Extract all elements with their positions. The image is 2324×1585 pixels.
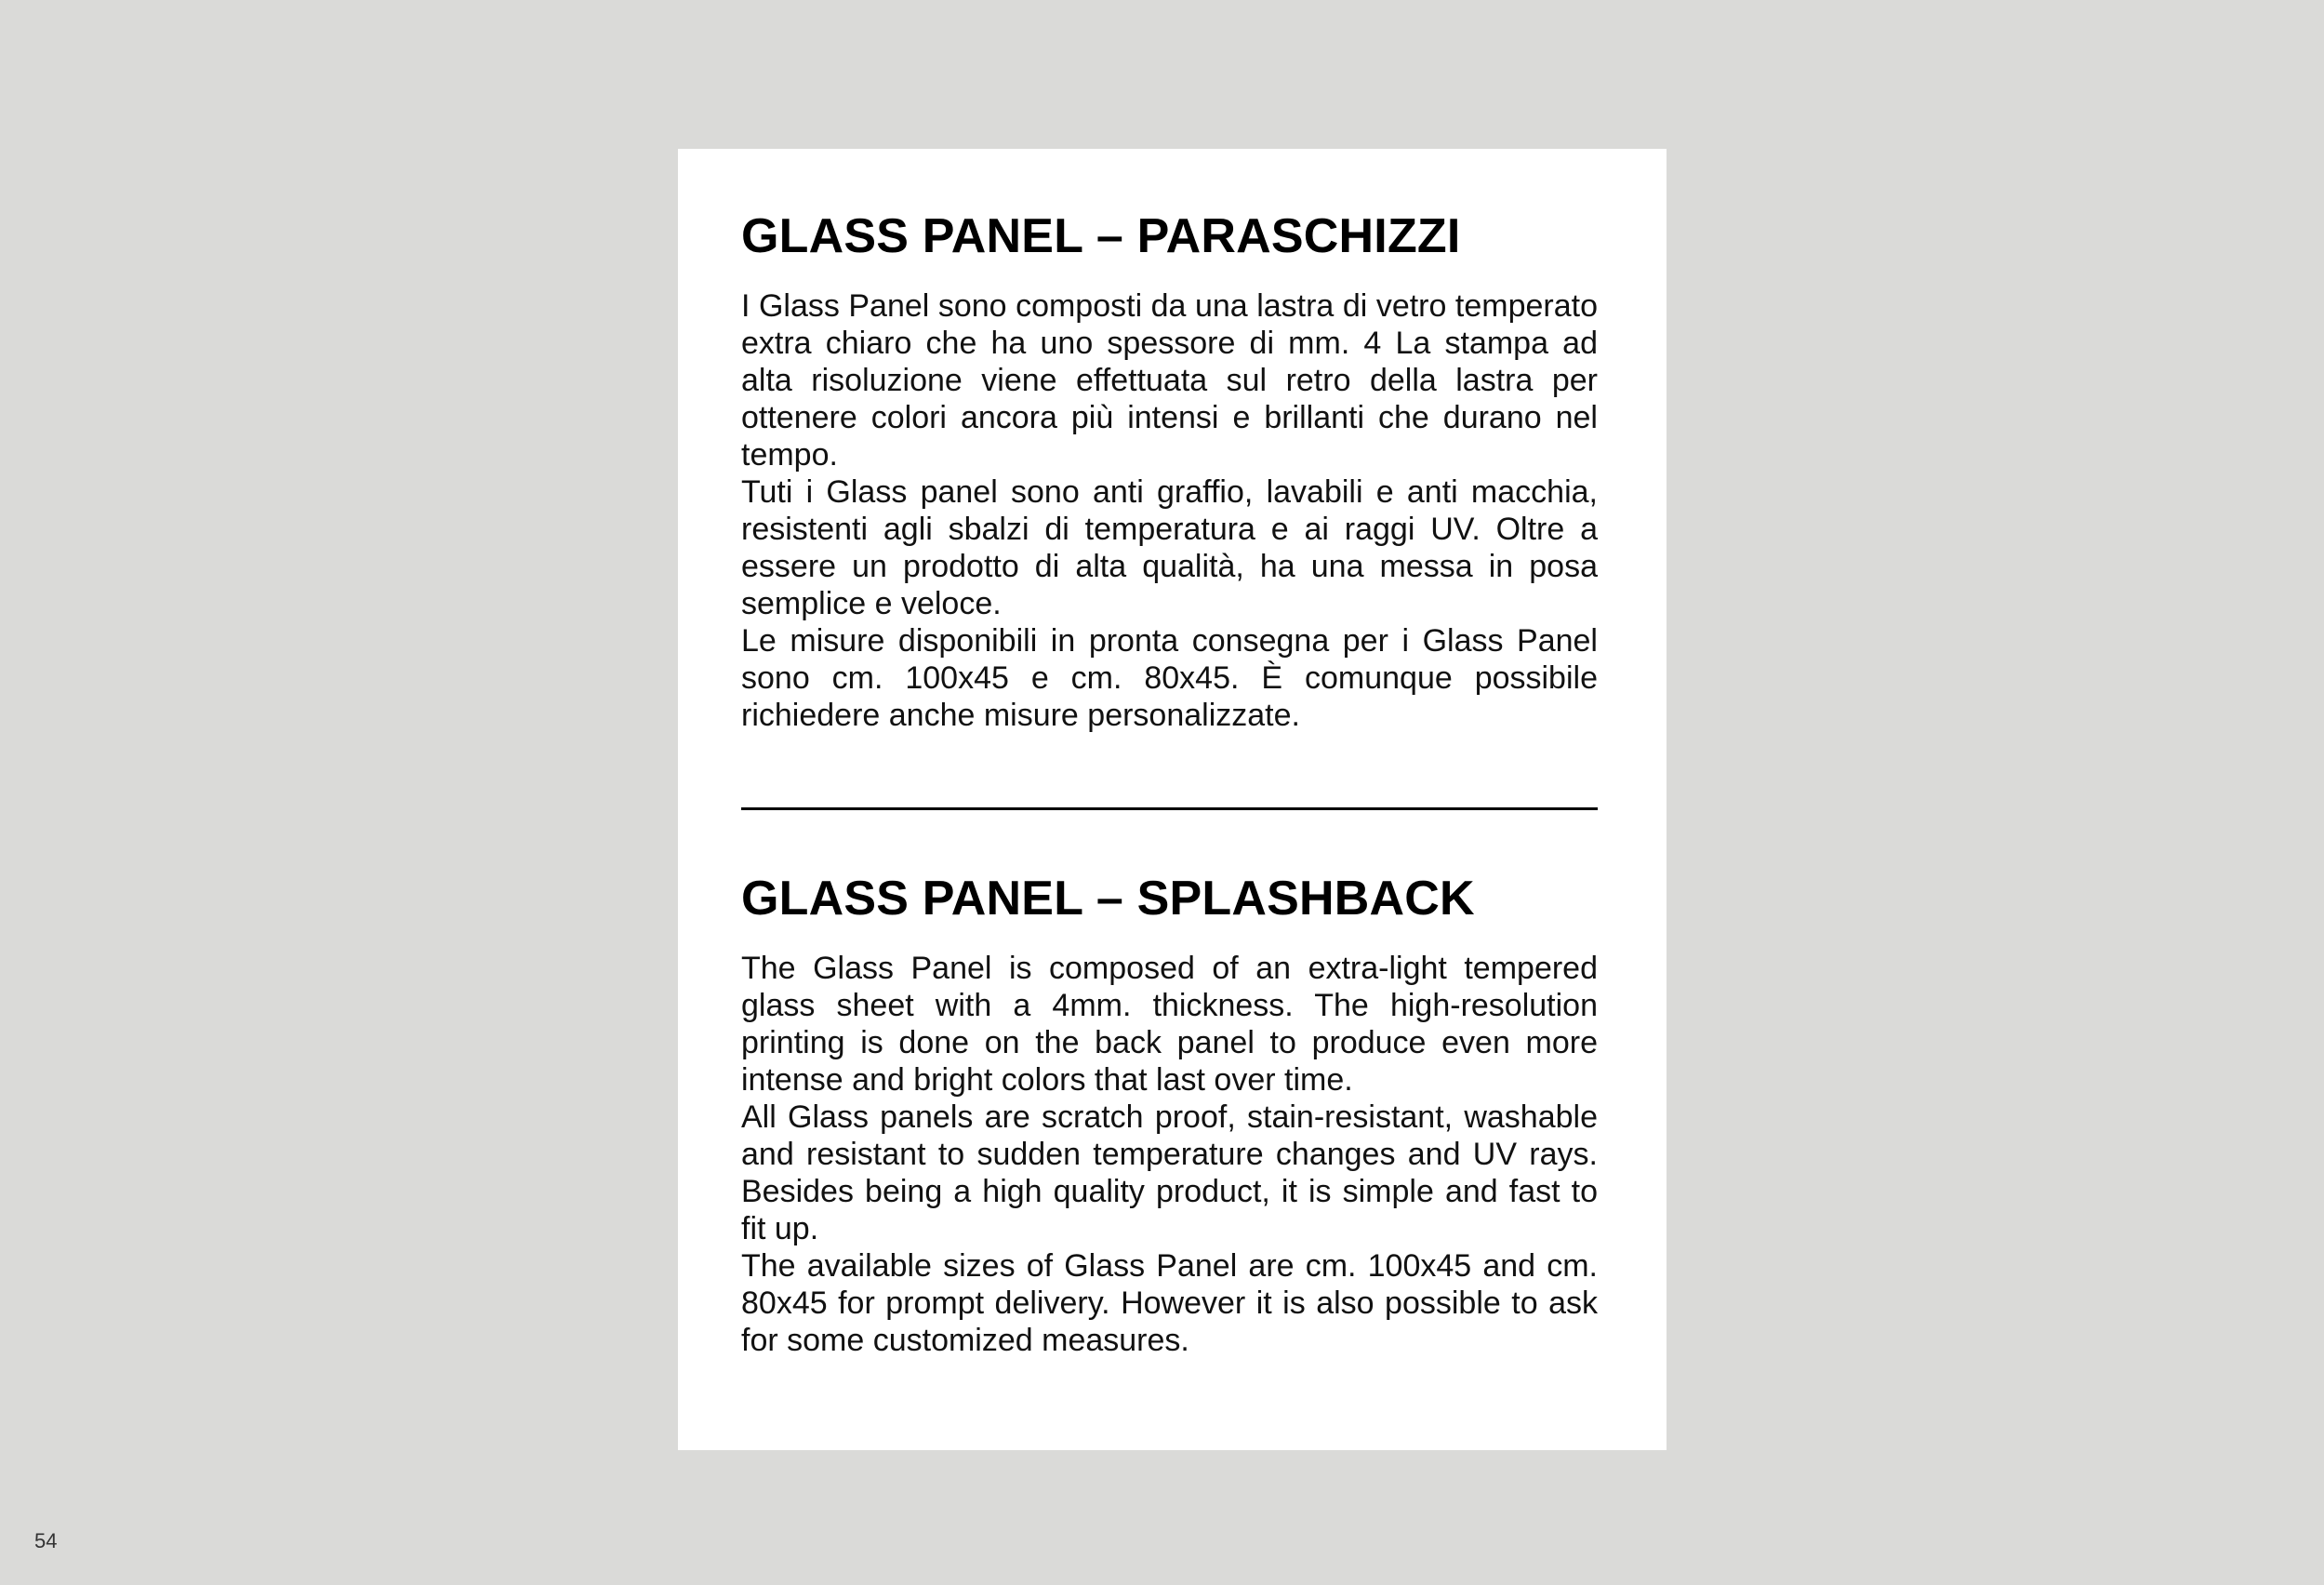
section-body-english [741,950,1598,1359]
paragraph: Le misure disponibili in pronta consegna per i Glass Panel sono cm. 100x45 e cm. 80x45. È comunque possibile richiedere anche misure personalizzate. [741,623,1598,734]
page-number: 54 [34,1529,58,1552]
paragraph: All Glass panels are scratch proof, stain-resistant, washable and resistant to sudden temperature changes and UV rays. Besides being a high quality product, it is simple and fast to fit up. [741,1099,1598,1247]
section-english [741,872,1598,1359]
section-body-italian [741,287,1598,734]
section-divider [741,807,1598,810]
paragraph: The available sizes of Glass Panel are cm. 100x45 and cm. 80x45 for prompt delivery. However it is also possible to ask for some customized measures. [741,1248,1598,1359]
content-card [678,149,1667,1450]
paragraph: Tuti i Glass panel sono anti graffio, lavabili e anti macchia, resistenti agli sbalzi di temperatura e ai raggi UV. Oltre a essere un prodotto di alta qualità, ha una messa in posa semplice e veloce. [741,474,1598,622]
paragraph: The Glass Panel is composed of an extra-light tempered glass sheet with a 4mm. thickness. The high-resolution printing is done on the back panel to produce even more intense and bright colors that last over time. [741,951,1598,1099]
section-italian [741,210,1598,734]
section-title-italian: GLASS PANEL – PARASCHIZZI [741,209,1461,263]
section-title-english: GLASS PANEL – SPLASHBACK [741,872,1475,926]
paragraph: I Glass Panel sono composti da una lastra di vetro temperato extra chiaro che ha uno spessore di mm. 4 La stampa ad alta risoluzione viene effettuata sul retro della lastra per ottenere colori ancora più intensi e brillanti che durano nel tempo. [741,288,1598,473]
